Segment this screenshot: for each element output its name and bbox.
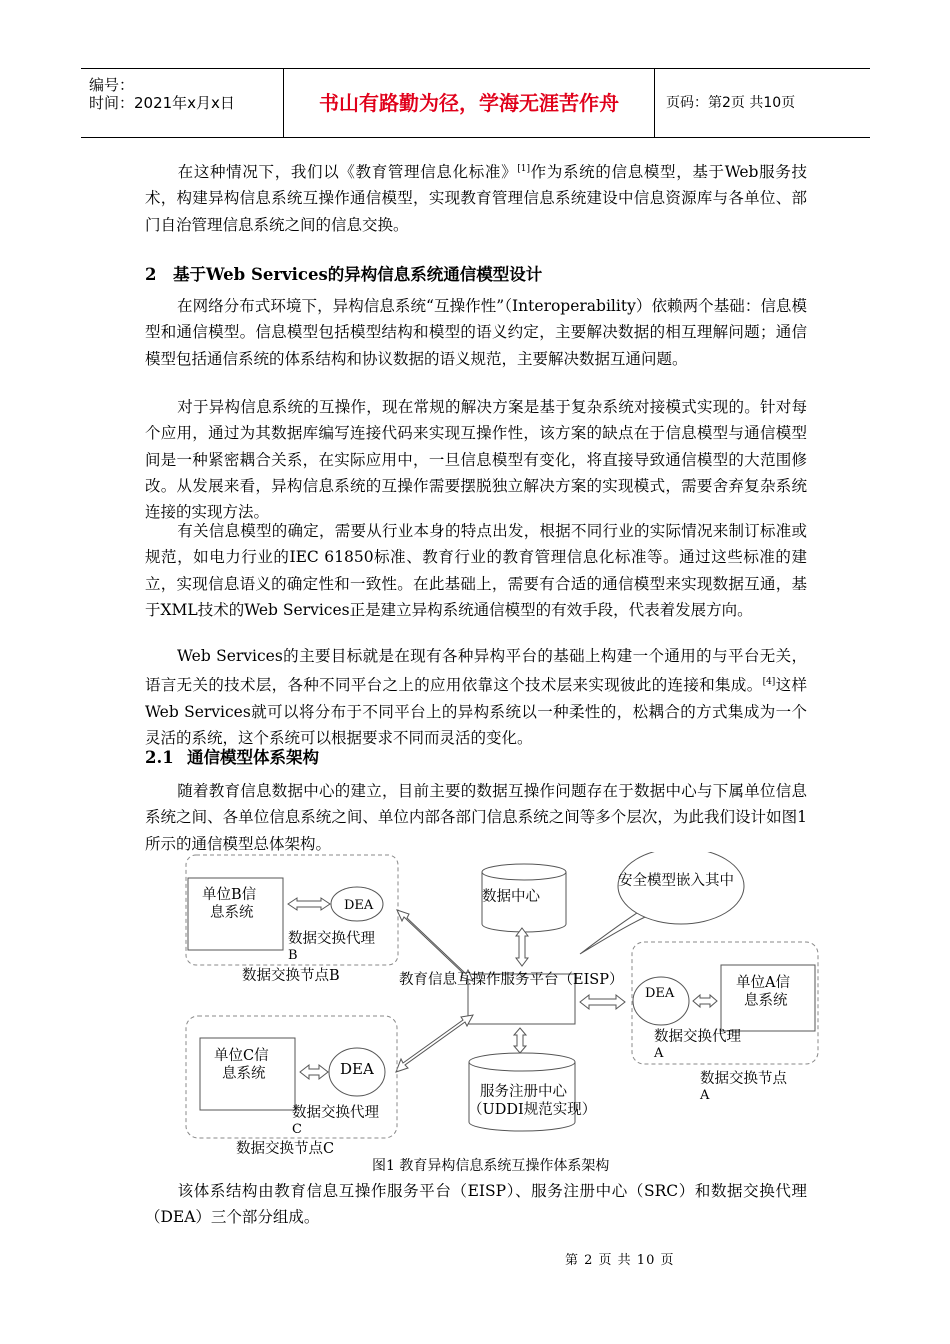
arrow-datacenter-eisp	[516, 928, 528, 966]
paragraph-5-text-rest: 这样Web Services就可以将分布于不同平台上的异构系统以一种柔性的，松耦合的方式集成为一个灵活的系统，这个系统可以根据要求不同而灵活的变化。	[145, 676, 807, 748]
node-a-label-1: 数据交换节点	[700, 1071, 787, 1087]
subsection-number: 2.1	[145, 748, 174, 767]
unit-a-label-2: 息系统	[744, 993, 788, 1009]
paragraph-1-text: 在这种情况下，我们以《教育管理信息化标准》	[177, 163, 518, 182]
agent-c-label-1: 数据交换代理	[292, 1105, 379, 1121]
paragraph-1-text-rest: 作为系统的信息模型，基于Web服务技术，构建异构信息系统互操作通信模型，实现教育管理信息系统建设中信息资源库与各单位、部门自治管理信息系统之间的信息交换。	[145, 163, 807, 234]
security-callout	[580, 852, 744, 954]
paragraph-1	[145, 156, 807, 238]
registry-label-1: 服务注册中心	[480, 1084, 567, 1100]
agent-a-label-1: 数据交换代理	[654, 1029, 741, 1045]
paragraph-4	[145, 518, 807, 623]
unit-c-label-2: 息系统	[222, 1066, 266, 1082]
arrow-eisp-registry	[514, 1028, 526, 1053]
paragraph-2-text: 在网络分布式环境下，异构信息系统“互操作性”（Interoperability）依赖两个基础：信息模型和通信模型。信息模型包括模型结构和模型的语义约定，主要解决数据的相互理解问题；通信模型包括通信系统的体系结构和协议数据的语义规范，主要解决数据互通问题。	[145, 297, 807, 368]
section-number: 2	[145, 265, 157, 284]
header-meta-cell	[81, 69, 284, 137]
paragraph-2	[145, 293, 807, 372]
arrow-dea-a-unit-a	[693, 995, 717, 1007]
header-motto: 书山有路勤为径，学海无涯苦作舟	[284, 69, 655, 137]
header-number: 编号：	[89, 76, 135, 94]
node-a-label-2: A	[700, 1088, 710, 1103]
header-page-number: 页码：第2页 共10页	[666, 95, 796, 111]
agent-a-label-2: A	[654, 1046, 664, 1061]
paragraph-3-text: 对于异构信息系统的互操作，现在常规的解决方案是基于复杂系统对接模式实现的。针对每个应用，通过为其数据库编写连接代码来实现互操作性，该方案的缺点在于信息模型与通信模型间是一种紧密耦合关系，在实际应用中，一旦信息模型有变化，将直接导致通信模型的大范围修改。从发展来看，异构信息系统的互操作需要摆脱独立解决方案的实现模式，需要舍弃复杂系统连接的实现方法。	[145, 398, 807, 522]
registry-label-2: （UDDI规范实现）	[468, 1102, 597, 1118]
eisp-label: 教育信息互操作服务平台（EISP）	[399, 972, 624, 988]
arrow-eisp-dea-a	[580, 995, 625, 1009]
node-c-label: 数据交换节点C	[236, 1141, 335, 1157]
paragraph-5-text: Web Services的主要目标就是在现有各种异构平台的基础上构建一个通用的与平台无关，语言无关的技术层，各种不同平台之上的应用依靠这个技术层来实现彼此的连接和集成。	[145, 647, 807, 695]
unit-c-label-1: 单位C信	[214, 1048, 269, 1064]
subsection-title: 通信模型体系架构	[187, 748, 319, 767]
paragraph-6	[145, 778, 807, 857]
section-title: 基于Web Services的异构信息系统通信模型设计	[173, 265, 543, 284]
agent-b-label-1: 数据交换代理	[288, 931, 375, 947]
paragraph-3	[145, 394, 807, 525]
citation-4: [4]	[762, 677, 776, 688]
unit-a-label-1: 单位A信	[736, 975, 790, 991]
section-heading-2-1	[145, 744, 319, 768]
unit-b-label-1: 单位B信	[202, 887, 257, 903]
page-header	[81, 68, 870, 138]
paragraph-6-text: 随着教育信息数据中心的建立，目前主要的数据互操作问题存在于数据中心与下属单位信息系统之间、各单位信息系统之间、单位内部各部门信息系统之间等多个层次，为此我们设计如图1所示的通信模型总体架构。	[145, 782, 807, 853]
figure-caption: 图1 教育异构信息系统互操作体系架构	[372, 1158, 610, 1174]
arrow-dea-c-eisp	[396, 1015, 473, 1072]
paragraph-4-text: 有关信息模型的确定，需要从行业本身的特点出发，根据不同行业的实际情况来制订标准或规范，如电力行业的IEC 61850标准、教育行业的教育管理信息化标准等。通过这些标准的建立，实现信息语义的确定性和一致性。在此基础上，需要有合适的通信模型来实现数据互通，基于XML技术的Web Services正是建立异构系统通信模型的有效手段，代表着发展方向。	[145, 522, 807, 619]
data-center-label: 数据中心	[482, 889, 540, 905]
paragraph-7	[145, 1178, 807, 1231]
unit-b-label-2: 息系统	[210, 905, 254, 921]
arrow-unit-c-dea-c	[300, 1065, 328, 1079]
node-b-label: 数据交换节点B	[242, 968, 340, 984]
paragraph-7-text: 该体系结构由教育信息互操作服务平台（EISP）、服务注册中心（SRC）和数据交换代理（DEA）三个部分组成。	[145, 1182, 807, 1227]
citation-1: [1]	[517, 164, 530, 174]
section-heading-2	[145, 261, 542, 285]
arrow-unit-b-dea-b	[288, 898, 330, 910]
security-callout-label: 安全模型嵌入其中	[618, 873, 734, 889]
dea-c-label: DEA	[340, 1060, 374, 1078]
agent-c-label-2: C	[292, 1122, 302, 1137]
agent-b-label-2: B	[288, 948, 298, 963]
page-footer: 第 2 页 共 10 页	[565, 1253, 675, 1268]
dea-b-label: DEA	[344, 898, 374, 913]
header-time: 时间：2021年x月x日	[89, 94, 235, 112]
architecture-diagram	[180, 852, 830, 1177]
paragraph-5	[145, 643, 807, 751]
dea-a-label: DEA	[645, 986, 675, 1001]
